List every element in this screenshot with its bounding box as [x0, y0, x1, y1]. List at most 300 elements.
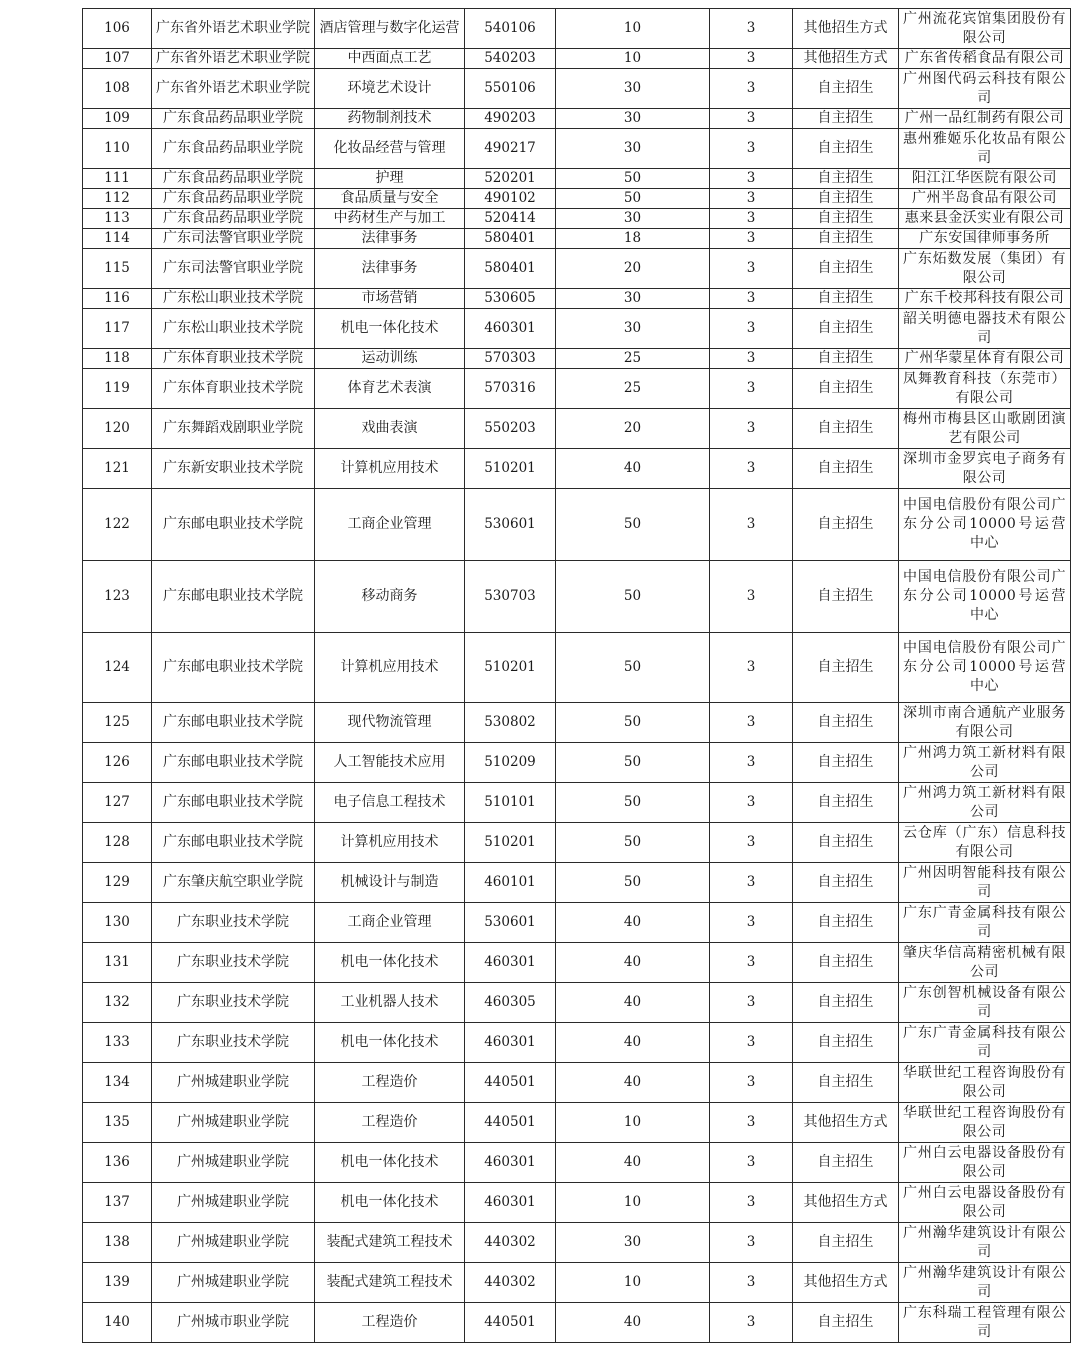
partner-company: 广东广青金属科技有限公司: [899, 903, 1071, 943]
school-name: 广东食品药品职业学院: [152, 109, 315, 129]
major-code: 510201: [465, 633, 556, 703]
study-years: 3: [710, 449, 793, 489]
major-code: 460301: [465, 943, 556, 983]
major-name: 酒店管理与数字化运营: [315, 9, 465, 49]
major-name: 计算机应用技术: [315, 823, 465, 863]
school-name: 广东司法警官职业学院: [152, 249, 315, 289]
major-code: 460301: [465, 1023, 556, 1063]
enrollment-quota: 10: [556, 1263, 710, 1303]
major-name: 中西面点工艺: [315, 49, 465, 69]
enrollment-quota: 50: [556, 783, 710, 823]
school-name: 广州城建职业学院: [152, 1103, 315, 1143]
admission-method: 自主招生: [793, 943, 899, 983]
school-name: 广东邮电职业技术学院: [152, 633, 315, 703]
row-number: 109: [83, 109, 152, 129]
table-row: [83, 561, 1071, 633]
partner-company: 阳江江华医院有限公司: [899, 169, 1071, 189]
partner-company: 广州一品红制药有限公司: [899, 109, 1071, 129]
study-years: 3: [710, 49, 793, 69]
partner-company: 梅州市梅县区山歌剧团演艺有限公司: [899, 409, 1071, 449]
enrollment-quota: 40: [556, 1303, 710, 1343]
major-code: 540203: [465, 49, 556, 69]
partner-company: 广东炻数发展（集团）有限公司: [899, 249, 1071, 289]
row-number: 136: [83, 1143, 152, 1183]
major-code: 510201: [465, 823, 556, 863]
major-name: 食品质量与安全: [315, 189, 465, 209]
major-code: 460305: [465, 983, 556, 1023]
enrollment-quota: 30: [556, 309, 710, 349]
study-years: 3: [710, 169, 793, 189]
table-row: [83, 449, 1071, 489]
table-row: [83, 129, 1071, 169]
row-number: 118: [83, 349, 152, 369]
enrollment-quota: 40: [556, 983, 710, 1023]
major-name: 机电一体化技术: [315, 1023, 465, 1063]
major-name: 移动商务: [315, 561, 465, 633]
study-years: 3: [710, 189, 793, 209]
major-name: 计算机应用技术: [315, 633, 465, 703]
school-name: 广东舞蹈戏剧职业学院: [152, 409, 315, 449]
table-row: [83, 289, 1071, 309]
partner-company: 广州半岛食品有限公司: [899, 189, 1071, 209]
admissions-table: [82, 8, 1071, 1343]
major-name: 机电一体化技术: [315, 943, 465, 983]
major-code: 490217: [465, 129, 556, 169]
enrollment-quota: 30: [556, 289, 710, 309]
admission-method: 自主招生: [793, 743, 899, 783]
study-years: 3: [710, 743, 793, 783]
table-row: [83, 369, 1071, 409]
enrollment-quota: 20: [556, 249, 710, 289]
major-code: 530802: [465, 703, 556, 743]
partner-company: 广东安国律师事务所: [899, 229, 1071, 249]
enrollment-quota: 30: [556, 129, 710, 169]
admission-method: 自主招生: [793, 783, 899, 823]
study-years: 3: [710, 249, 793, 289]
table-row: [83, 743, 1071, 783]
admission-method: 自主招生: [793, 1223, 899, 1263]
study-years: 3: [710, 1143, 793, 1183]
partner-company: 广州鸿力筑工新材料有限公司: [899, 783, 1071, 823]
enrollment-quota: 40: [556, 943, 710, 983]
admission-method: 自主招生: [793, 289, 899, 309]
partner-company: 华联世纪工程咨询股份有限公司: [899, 1063, 1071, 1103]
school-name: 广东邮电职业技术学院: [152, 823, 315, 863]
school-name: 广州城市职业学院: [152, 1303, 315, 1343]
study-years: 3: [710, 209, 793, 229]
major-name: 市场营销: [315, 289, 465, 309]
partner-company: 广州华蒙星体育有限公司: [899, 349, 1071, 369]
table-row: [83, 903, 1071, 943]
table-row: [83, 189, 1071, 209]
school-name: 广东食品药品职业学院: [152, 129, 315, 169]
enrollment-quota: 50: [556, 189, 710, 209]
partner-company: 广州白云电器设备股份有限公司: [899, 1143, 1071, 1183]
study-years: 3: [710, 289, 793, 309]
enrollment-quota: 30: [556, 109, 710, 129]
enrollment-quota: 30: [556, 1223, 710, 1263]
study-years: 3: [710, 1263, 793, 1303]
school-name: 广东邮电职业技术学院: [152, 703, 315, 743]
major-code: 530703: [465, 561, 556, 633]
admission-method: 自主招生: [793, 1023, 899, 1063]
study-years: 3: [710, 703, 793, 743]
partner-company: 广州因明智能科技有限公司: [899, 863, 1071, 903]
study-years: 3: [710, 1303, 793, 1343]
admission-method: 自主招生: [793, 561, 899, 633]
enrollment-quota: 18: [556, 229, 710, 249]
table-row: [83, 169, 1071, 189]
row-number: 113: [83, 209, 152, 229]
partner-company: 广州鸿力筑工新材料有限公司: [899, 743, 1071, 783]
major-name: 运动训练: [315, 349, 465, 369]
table-row: [83, 943, 1071, 983]
row-number: 120: [83, 409, 152, 449]
major-name: 现代物流管理: [315, 703, 465, 743]
row-number: 121: [83, 449, 152, 489]
row-number: 124: [83, 633, 152, 703]
major-code: 440501: [465, 1103, 556, 1143]
table-row: [83, 69, 1071, 109]
row-number: 116: [83, 289, 152, 309]
row-number: 111: [83, 169, 152, 189]
major-code: 540106: [465, 9, 556, 49]
table-row: [83, 349, 1071, 369]
row-number: 112: [83, 189, 152, 209]
major-name: 体育艺术表演: [315, 369, 465, 409]
row-number: 131: [83, 943, 152, 983]
major-name: 机械设计与制造: [315, 863, 465, 903]
enrollment-quota: 25: [556, 369, 710, 409]
major-name: 工程造价: [315, 1063, 465, 1103]
study-years: 3: [710, 903, 793, 943]
admission-method: 自主招生: [793, 823, 899, 863]
enrollment-quota: 50: [556, 823, 710, 863]
enrollment-quota: 20: [556, 409, 710, 449]
school-name: 广东职业技术学院: [152, 903, 315, 943]
row-number: 119: [83, 369, 152, 409]
enrollment-quota: 50: [556, 863, 710, 903]
enrollment-quota: 25: [556, 349, 710, 369]
row-number: 110: [83, 129, 152, 169]
row-number: 137: [83, 1183, 152, 1223]
admission-method: 自主招生: [793, 703, 899, 743]
major-code: 530601: [465, 489, 556, 561]
major-code: 460301: [465, 1183, 556, 1223]
study-years: 3: [710, 369, 793, 409]
study-years: 3: [710, 1023, 793, 1063]
partner-company: 肇庆华信高精密机械有限公司: [899, 943, 1071, 983]
table-row: [83, 1143, 1071, 1183]
study-years: 3: [710, 783, 793, 823]
admission-method: 自主招生: [793, 983, 899, 1023]
major-name: 化妆品经营与管理: [315, 129, 465, 169]
school-name: 广东职业技术学院: [152, 1023, 315, 1063]
study-years: 3: [710, 9, 793, 49]
enrollment-quota: 40: [556, 903, 710, 943]
major-code: 530605: [465, 289, 556, 309]
enrollment-quota: 30: [556, 69, 710, 109]
enrollment-quota: 40: [556, 1023, 710, 1063]
row-number: 130: [83, 903, 152, 943]
study-years: 3: [710, 561, 793, 633]
row-number: 114: [83, 229, 152, 249]
table-row: [83, 1223, 1071, 1263]
major-name: 工业机器人技术: [315, 983, 465, 1023]
row-number: 128: [83, 823, 152, 863]
school-name: 广东司法警官职业学院: [152, 229, 315, 249]
enrollment-quota: 40: [556, 1143, 710, 1183]
major-code: 460301: [465, 1143, 556, 1183]
admission-method: 自主招生: [793, 1143, 899, 1183]
school-name: 广东邮电职业技术学院: [152, 783, 315, 823]
admission-method: 其他招生方式: [793, 9, 899, 49]
table-row: [83, 823, 1071, 863]
enrollment-quota: 50: [556, 561, 710, 633]
enrollment-quota: 50: [556, 489, 710, 561]
table-body: [83, 9, 1071, 1343]
school-name: 广东邮电职业技术学院: [152, 561, 315, 633]
school-name: 广东新安职业技术学院: [152, 449, 315, 489]
enrollment-quota: 40: [556, 1063, 710, 1103]
table-row: [83, 1263, 1071, 1303]
school-name: 广东食品药品职业学院: [152, 189, 315, 209]
partner-company: 广州流花宾馆集团股份有限公司: [899, 9, 1071, 49]
admission-method: 自主招生: [793, 489, 899, 561]
table-row: [83, 1063, 1071, 1103]
study-years: 3: [710, 309, 793, 349]
major-name: 工商企业管理: [315, 903, 465, 943]
partner-company: 广东创智机械设备有限公司: [899, 983, 1071, 1023]
admission-method: 其他招生方式: [793, 1263, 899, 1303]
row-number: 138: [83, 1223, 152, 1263]
partner-company: 深圳市南合通航产业服务有限公司: [899, 703, 1071, 743]
row-number: 134: [83, 1063, 152, 1103]
row-number: 122: [83, 489, 152, 561]
study-years: 3: [710, 489, 793, 561]
table-row: [83, 1103, 1071, 1143]
admission-method: 自主招生: [793, 69, 899, 109]
study-years: 3: [710, 1183, 793, 1223]
table-row: [83, 49, 1071, 69]
major-code: 520201: [465, 169, 556, 189]
partner-company: 广州白云电器设备股份有限公司: [899, 1183, 1071, 1223]
major-name: 法律事务: [315, 249, 465, 289]
table-row: [83, 109, 1071, 129]
major-name: 机电一体化技术: [315, 309, 465, 349]
school-name: 广东松山职业技术学院: [152, 309, 315, 349]
enrollment-quota: 50: [556, 743, 710, 783]
row-number: 123: [83, 561, 152, 633]
admission-method: 自主招生: [793, 209, 899, 229]
partner-company: 惠来县金沃实业有限公司: [899, 209, 1071, 229]
table-row: [83, 309, 1071, 349]
table-row: [83, 863, 1071, 903]
admission-method: 自主招生: [793, 309, 899, 349]
school-name: 广东省外语艺术职业学院: [152, 9, 315, 49]
major-code: 510209: [465, 743, 556, 783]
row-number: 127: [83, 783, 152, 823]
major-name: 护理: [315, 169, 465, 189]
row-number: 126: [83, 743, 152, 783]
major-code: 570303: [465, 349, 556, 369]
admission-method: 其他招生方式: [793, 49, 899, 69]
study-years: 3: [710, 943, 793, 983]
school-name: 广东职业技术学院: [152, 983, 315, 1023]
major-name: 工程造价: [315, 1303, 465, 1343]
partner-company: 广东科瑞工程管理有限公司: [899, 1303, 1071, 1343]
study-years: 3: [710, 633, 793, 703]
major-name: 药物制剂技术: [315, 109, 465, 129]
major-name: 环境艺术设计: [315, 69, 465, 109]
partner-company: 广州瀚华建筑设计有限公司: [899, 1223, 1071, 1263]
school-name: 广东省外语艺术职业学院: [152, 69, 315, 109]
study-years: 3: [710, 349, 793, 369]
school-name: 广东松山职业技术学院: [152, 289, 315, 309]
study-years: 3: [710, 823, 793, 863]
school-name: 广州城建职业学院: [152, 1063, 315, 1103]
partner-company: 中国电信股份有限公司广东分公司10000号运营中心: [899, 489, 1071, 561]
admission-method: 自主招生: [793, 1063, 899, 1103]
major-code: 440302: [465, 1263, 556, 1303]
major-name: 戏曲表演: [315, 409, 465, 449]
partner-company: 华联世纪工程咨询股份有限公司: [899, 1103, 1071, 1143]
admission-method: 其他招生方式: [793, 1103, 899, 1143]
table-row: [83, 703, 1071, 743]
major-name: 机电一体化技术: [315, 1143, 465, 1183]
row-number: 108: [83, 69, 152, 109]
school-name: 广东食品药品职业学院: [152, 209, 315, 229]
major-code: 520414: [465, 209, 556, 229]
table-row: [83, 9, 1071, 49]
enrollment-quota: 10: [556, 49, 710, 69]
row-number: 132: [83, 983, 152, 1023]
table-row: [83, 783, 1071, 823]
school-name: 广州城建职业学院: [152, 1223, 315, 1263]
row-number: 140: [83, 1303, 152, 1343]
enrollment-quota: 50: [556, 703, 710, 743]
table-row: [83, 1183, 1071, 1223]
major-code: 440501: [465, 1303, 556, 1343]
enrollment-quota: 10: [556, 1103, 710, 1143]
school-name: 广东邮电职业技术学院: [152, 743, 315, 783]
admission-method: 自主招生: [793, 863, 899, 903]
major-code: 440501: [465, 1063, 556, 1103]
study-years: 3: [710, 983, 793, 1023]
study-years: 3: [710, 409, 793, 449]
row-number: 133: [83, 1023, 152, 1063]
school-name: 广东肇庆航空职业学院: [152, 863, 315, 903]
major-code: 550203: [465, 409, 556, 449]
partner-company: 广州图代码云科技有限公司: [899, 69, 1071, 109]
admission-method: 自主招生: [793, 229, 899, 249]
enrollment-quota: 50: [556, 169, 710, 189]
table-row: [83, 1303, 1071, 1343]
admission-method: 其他招生方式: [793, 1183, 899, 1223]
school-name: 广东职业技术学院: [152, 943, 315, 983]
enrollment-quota: 30: [556, 209, 710, 229]
major-name: 装配式建筑工程技术: [315, 1223, 465, 1263]
table-row: [83, 1023, 1071, 1063]
school-name: 广州城建职业学院: [152, 1143, 315, 1183]
study-years: 3: [710, 69, 793, 109]
table-row: [83, 209, 1071, 229]
school-name: 广东食品药品职业学院: [152, 169, 315, 189]
partner-company: 广东千校邦科技有限公司: [899, 289, 1071, 309]
admission-method: 自主招生: [793, 169, 899, 189]
admission-method: 自主招生: [793, 349, 899, 369]
study-years: 3: [710, 1223, 793, 1263]
table-row: [83, 249, 1071, 289]
row-number: 139: [83, 1263, 152, 1303]
major-code: 580401: [465, 229, 556, 249]
major-code: 550106: [465, 69, 556, 109]
partner-company: 中国电信股份有限公司广东分公司10000号运营中心: [899, 561, 1071, 633]
major-code: 490102: [465, 189, 556, 209]
major-code: 490203: [465, 109, 556, 129]
partner-company: 中国电信股份有限公司广东分公司10000号运营中心: [899, 633, 1071, 703]
major-code: 510201: [465, 449, 556, 489]
major-name: 工商企业管理: [315, 489, 465, 561]
admission-method: 自主招生: [793, 129, 899, 169]
major-code: 530601: [465, 903, 556, 943]
major-code: 510101: [465, 783, 556, 823]
partner-company: 惠州雅姬乐化妆品有限公司: [899, 129, 1071, 169]
partner-company: 凤舞教育科技（东莞市）有限公司: [899, 369, 1071, 409]
major-name: 人工智能技术应用: [315, 743, 465, 783]
table-row: [83, 409, 1071, 449]
admission-method: 自主招生: [793, 369, 899, 409]
school-name: 广州城建职业学院: [152, 1263, 315, 1303]
school-name: 广东体育职业技术学院: [152, 349, 315, 369]
school-name: 广州城建职业学院: [152, 1183, 315, 1223]
admission-method: 自主招生: [793, 449, 899, 489]
major-code: 580401: [465, 249, 556, 289]
table-row: [83, 489, 1071, 561]
major-name: 装配式建筑工程技术: [315, 1263, 465, 1303]
row-number: 135: [83, 1103, 152, 1143]
major-code: 570316: [465, 369, 556, 409]
row-number: 106: [83, 9, 152, 49]
major-code: 440302: [465, 1223, 556, 1263]
enrollment-quota: 40: [556, 449, 710, 489]
admission-method: 自主招生: [793, 409, 899, 449]
school-name: 广东省外语艺术职业学院: [152, 49, 315, 69]
admission-method: 自主招生: [793, 903, 899, 943]
partner-company: 深圳市金罗宾电子商务有限公司: [899, 449, 1071, 489]
school-name: 广东体育职业技术学院: [152, 369, 315, 409]
row-number: 117: [83, 309, 152, 349]
study-years: 3: [710, 863, 793, 903]
partner-company: 广东省传稻食品有限公司: [899, 49, 1071, 69]
admission-method: 自主招生: [793, 189, 899, 209]
partner-company: 韶关明德电器技术有限公司: [899, 309, 1071, 349]
enrollment-quota: 10: [556, 1183, 710, 1223]
partner-company: 广州瀚华建筑设计有限公司: [899, 1263, 1071, 1303]
study-years: 3: [710, 109, 793, 129]
row-number: 107: [83, 49, 152, 69]
admission-method: 自主招生: [793, 633, 899, 703]
major-name: 电子信息工程技术: [315, 783, 465, 823]
table-row: [83, 229, 1071, 249]
row-number: 125: [83, 703, 152, 743]
major-code: 460101: [465, 863, 556, 903]
study-years: 3: [710, 129, 793, 169]
row-number: 129: [83, 863, 152, 903]
school-name: 广东邮电职业技术学院: [152, 489, 315, 561]
study-years: 3: [710, 1063, 793, 1103]
table-row: [83, 983, 1071, 1023]
